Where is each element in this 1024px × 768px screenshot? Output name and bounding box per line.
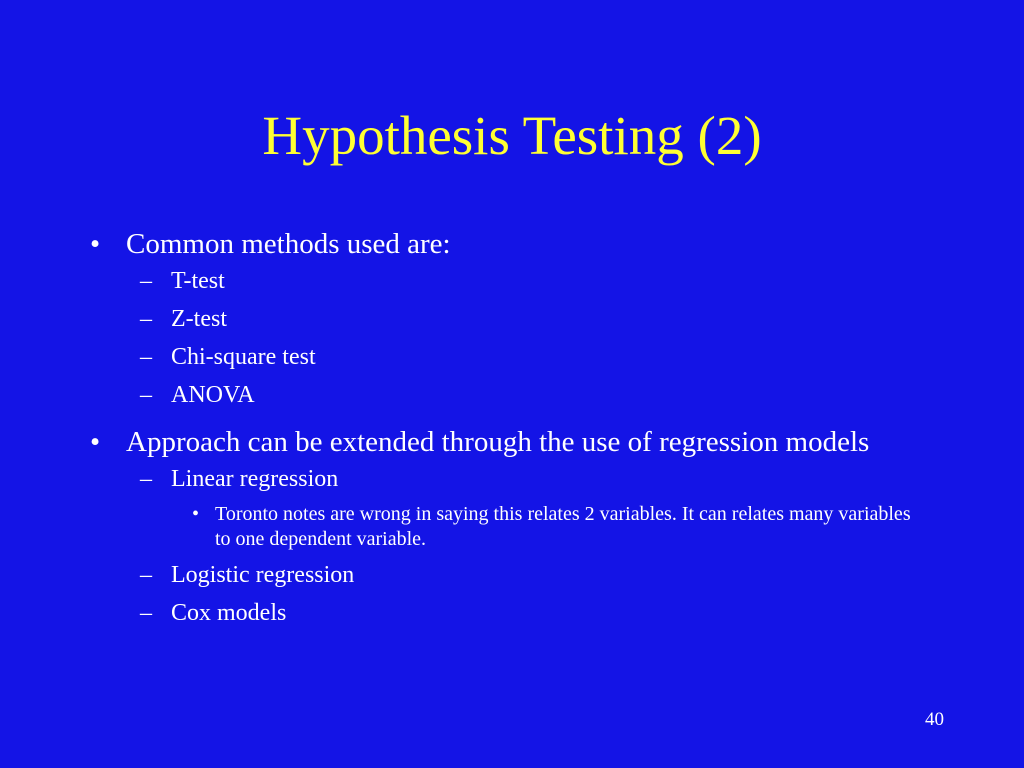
subitem-chi-square <box>88 342 918 372</box>
bullet-text: Common methods used are: <box>126 228 451 260</box>
subitem-text: ANOVA <box>171 382 255 408</box>
bullet-approach-extended <box>88 424 918 460</box>
dash-marker: – <box>140 382 152 408</box>
dash-marker: – <box>140 466 152 492</box>
dash-marker: – <box>140 562 152 588</box>
subitem-text: Z-test <box>171 306 227 332</box>
dash-marker: – <box>140 268 152 294</box>
bullet-marker: • <box>192 503 200 525</box>
bullet-marker: • <box>90 228 101 260</box>
slide-title: Hypothesis Testing (2) <box>262 105 762 166</box>
bullet-text: Approach can be extended through the use of regression models <box>126 426 870 458</box>
subitem-text: Logistic regression <box>171 562 355 588</box>
subitem-text: T-test <box>171 268 225 294</box>
page-number: 40 <box>925 709 944 730</box>
note-toronto <box>88 502 918 552</box>
dash-marker: – <box>140 306 152 332</box>
subitem-text: Chi-square test <box>171 344 316 370</box>
dash-marker: – <box>140 600 152 626</box>
subitem-linear-regression <box>88 464 918 494</box>
bullet-common-methods <box>88 226 918 262</box>
subitem-anova <box>88 380 918 410</box>
subitem-cox-models <box>88 598 918 628</box>
subitem-t-test <box>88 266 918 296</box>
dash-marker: – <box>140 344 152 370</box>
note-text: Toronto notes are wrong in saying this relates 2 variables. It can relates many variables to one dependent variable. <box>215 503 911 550</box>
subitem-z-test <box>88 304 918 334</box>
slide-body <box>88 226 918 636</box>
subitem-logistic-regression <box>88 560 918 590</box>
bullet-marker: • <box>90 426 101 458</box>
subitem-text: Linear regression <box>171 466 339 492</box>
subitem-text: Cox models <box>171 600 287 626</box>
